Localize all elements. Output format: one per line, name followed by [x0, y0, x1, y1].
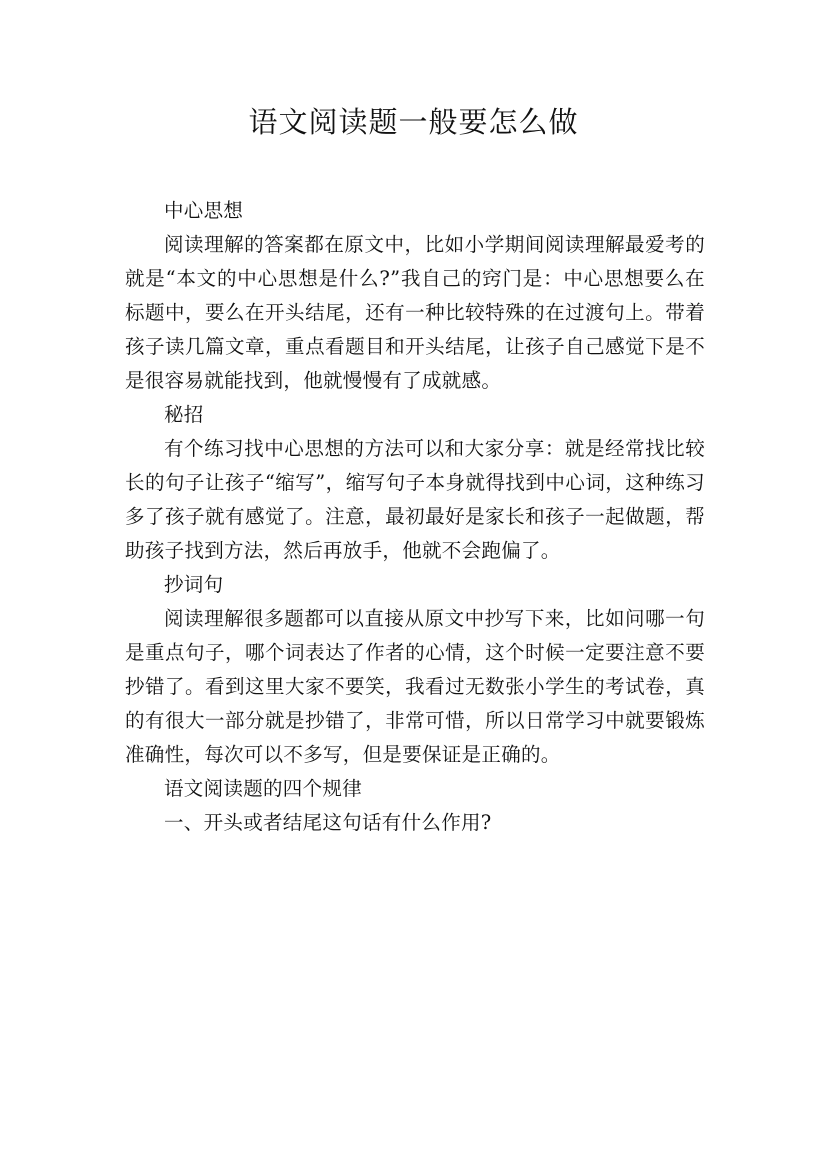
subheading-four-rules: 语文阅读题的四个规律	[164, 777, 363, 800]
section-heading-copy-words: 抄词句	[164, 573, 224, 596]
document-body	[125, 194, 705, 840]
section-heading-central-idea: 中心思想	[164, 199, 244, 222]
section-paragraph-central-idea: 阅读理解的答案都在原文中，比如小学期间阅读理解最爱考的就是“本文的中心思想是什么?”我自己的窍门是：中心思想要么在标题中，要么在开头结尾，还有一种比较特殊的在过渡句上。带着孩子读几篇文章，重点看题目和开头结尾，让孩子自己感觉下是不是很容易就能找到，他就慢慢有了成就感。	[125, 233, 705, 392]
section-heading-secret-tip: 秘招	[164, 403, 204, 426]
section-paragraph-copy-words: 阅读理解很多题都可以直接从原文中抄写下来，比如问哪一句是重点句子，哪个词表达了作者的心情，这个时候一定要注意不要抄错了。看到这里大家不要笑，我看过无数张小学生的考试卷，真的有很大一部分就是抄错了，非常可惜，所以日常学习中就要锻炼准确性，每次可以不多写，但是要保证是正确的。	[125, 607, 705, 766]
question-one: 一、开头或者结尾这句话有什么作用?	[164, 811, 492, 834]
section-paragraph-secret-tip: 有个练习找中心思想的方法可以和大家分享：就是经常找比较长的句子让孩子“缩写”，缩写句子本身就得找到中心词，这种练习多了孩子就有感觉了。注意，最初最好是家长和孩子一起做题，帮助孩子找到方法，然后再放手，他就不会跑偏了。	[125, 437, 705, 562]
document-title: 语文阅读题一般要怎么做	[248, 105, 579, 139]
